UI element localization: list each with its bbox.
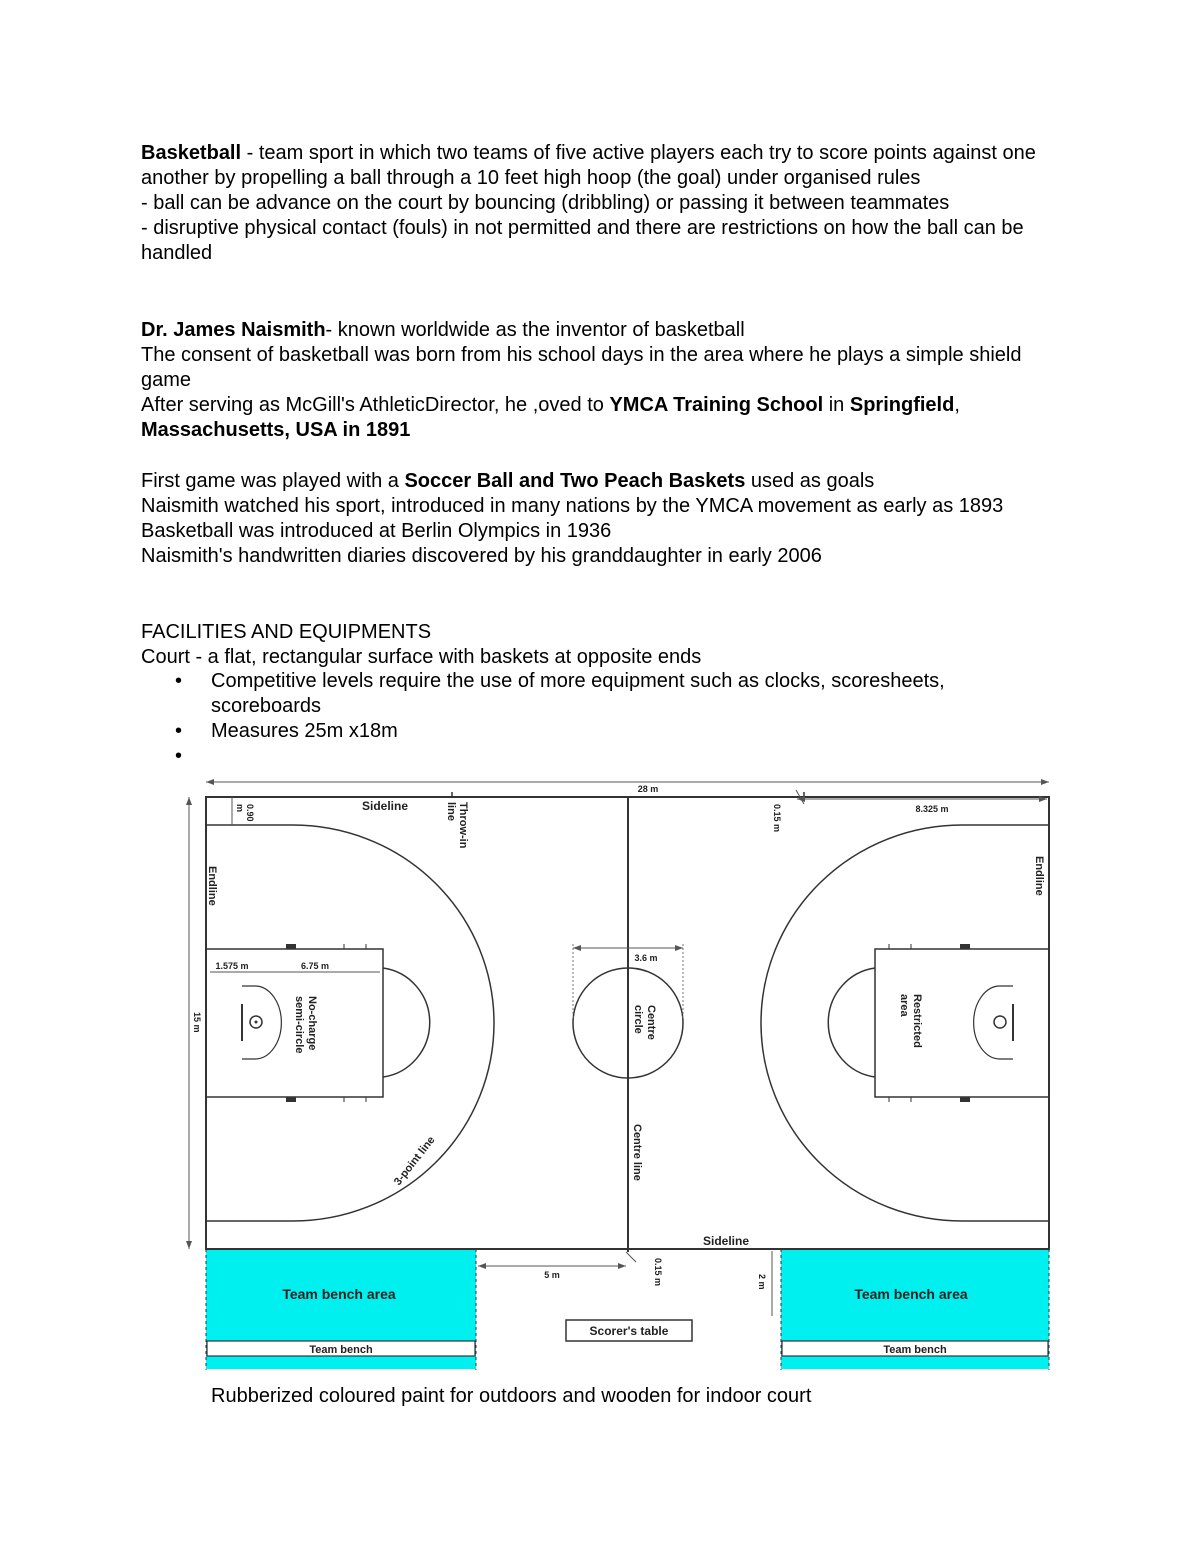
history-text: After serving as McGill's AthleticDirector, he ,oved to bbox=[141, 394, 610, 416]
term-basketball: Basketball bbox=[141, 142, 242, 164]
intro-definition bbox=[141, 141, 1061, 191]
label-throw-in-1: Throw-in bbox=[457, 802, 469, 849]
soccer-ball-text: Soccer Ball and Two Peach Baskets bbox=[404, 470, 746, 492]
diagram-caption: Rubberized coloured paint for outdoors and wooden for indoor court bbox=[211, 1385, 812, 1407]
naismith-desc: - known worldwide as the inventor of basketball bbox=[325, 319, 745, 341]
label-three-point: 3-point line bbox=[391, 1134, 438, 1188]
first-game-line-3: Basketball was introduced at Berlin Olympics in 1936 bbox=[141, 520, 612, 542]
lane-mark bbox=[286, 944, 296, 949]
label-015-top: 0.15 m bbox=[772, 804, 782, 833]
massachusetts-text: Massachusetts, USA in 1891 bbox=[141, 419, 411, 441]
arrow-head-icon bbox=[206, 779, 214, 785]
bullet-icon: • bbox=[175, 720, 183, 742]
history-line-2 bbox=[141, 393, 1061, 443]
arrow-head-icon bbox=[186, 1241, 192, 1249]
label-090 bbox=[235, 804, 255, 822]
bullet-text bbox=[211, 744, 1041, 769]
label-throw-in-2: line bbox=[445, 802, 457, 821]
arrow-head-icon bbox=[573, 945, 581, 951]
label-36: 3.6 m bbox=[634, 953, 658, 963]
three-point-line-left bbox=[206, 825, 494, 1221]
naismith-line bbox=[141, 318, 1061, 343]
facilities-bullet-list bbox=[141, 669, 1041, 769]
label-bench-area-left: Team bench area bbox=[282, 1286, 396, 1302]
naismith-name: Dr. James Naismith bbox=[141, 319, 326, 341]
restricted-area-right bbox=[875, 949, 1049, 1097]
hoop-centre-left bbox=[255, 1021, 258, 1024]
springfield-text: Springfield bbox=[849, 394, 955, 416]
label-bench-right: Team bench bbox=[883, 1344, 947, 1356]
label-sideline-top: Sideline bbox=[361, 799, 409, 813]
basketball-court-diagram bbox=[176, 768, 1066, 1378]
label-endline-left: Endline bbox=[206, 866, 218, 906]
arrow-head-icon bbox=[618, 1263, 626, 1269]
history-text: , bbox=[954, 394, 960, 416]
definition-text: - team sport in which two teams of five active players each try to score points against one another by propelling a ball through a 10 feet high hoop (the goal) under organised rules bbox=[141, 142, 1036, 189]
label-015-bottom: 0.15 m bbox=[653, 1258, 663, 1287]
facilities-heading: FACILITIES AND EQUIPMENTS bbox=[141, 621, 432, 643]
label-2m: 2 m bbox=[757, 1274, 767, 1290]
label-width: 15 m bbox=[192, 1012, 202, 1033]
label-090-b: m bbox=[235, 804, 245, 813]
label-centre-circle-1: Centre bbox=[645, 1005, 657, 1040]
label-centre-line: Centre line bbox=[631, 1124, 643, 1181]
intro-section bbox=[141, 141, 1061, 266]
lane-mark bbox=[960, 944, 970, 949]
label-1575: 1.575 m bbox=[215, 961, 249, 971]
bullet-text: Measures 25m x18m bbox=[211, 720, 398, 742]
label-centre-circle-2: circle bbox=[632, 1005, 644, 1034]
label-8325: 8.325 m bbox=[915, 804, 949, 814]
label-restricted bbox=[898, 994, 923, 1048]
first-game-line bbox=[141, 469, 1061, 494]
bullet-item bbox=[141, 719, 1041, 744]
lane-mark bbox=[286, 1097, 296, 1102]
bullet-item bbox=[141, 669, 1041, 719]
first-game-text: First game was played with a bbox=[141, 470, 405, 492]
label-bench-area-right: Team bench area bbox=[854, 1286, 968, 1302]
history-text: in bbox=[823, 394, 850, 416]
arrow-head-icon bbox=[478, 1263, 486, 1269]
first-game-line-4: Naismith's handwritten diaries discovered by his granddaughter in early 2006 bbox=[141, 545, 822, 567]
label-5m: 5 m bbox=[544, 1270, 560, 1280]
facilities-section bbox=[141, 620, 1061, 670]
label-bench-left: Team bench bbox=[309, 1344, 373, 1356]
label-sideline-bottom: Sideline bbox=[702, 1234, 750, 1248]
arrow-head-icon bbox=[186, 797, 192, 805]
label-no-charge-1: No-charge bbox=[306, 996, 318, 1051]
lane-mark bbox=[960, 1097, 970, 1102]
bullet-text: Competitive levels require the use of more equipment such as clocks, scoresheets, scoreboards bbox=[211, 670, 945, 717]
arrow-head-icon bbox=[675, 945, 683, 951]
label-length: 28 m bbox=[637, 784, 659, 794]
label-throw-in bbox=[445, 802, 469, 849]
first-game-line-2: Naismith watched his sport, introduced in many nations by the YMCA movement as early as 1893 bbox=[141, 495, 1004, 517]
history-section bbox=[141, 318, 1061, 443]
hoop-right bbox=[994, 1016, 1006, 1028]
label-restricted-2: area bbox=[898, 994, 910, 1017]
label-restricted-1: Restricted bbox=[911, 994, 923, 1048]
free-throw-semicircle-left bbox=[383, 968, 430, 1077]
label-090-a: 0.90 bbox=[245, 804, 255, 822]
bullet-icon: • bbox=[175, 670, 183, 692]
history-line-1: The consent of basketball was born from his school days in the area where he plays a simple shield game bbox=[141, 344, 1022, 391]
label-no-charge-2: semi-circle bbox=[293, 996, 305, 1054]
first-game-text: used as goals bbox=[745, 470, 875, 492]
ymca-text: YMCA Training School bbox=[609, 394, 824, 416]
intro-point-2: - disruptive physical contact (fouls) in not permitted and there are restrictions on how the ball can be handled bbox=[141, 217, 1024, 264]
first-game-section bbox=[141, 469, 1061, 569]
bullet-icon: • bbox=[175, 745, 183, 767]
intro-point-1: - ball can be advance on the court by bouncing (dribbling) or passing it between teammates bbox=[141, 192, 950, 214]
label-scorers-table: Scorer's table bbox=[589, 1324, 669, 1338]
label-675: 6.75 m bbox=[300, 961, 330, 971]
free-throw-semicircle-right bbox=[828, 968, 875, 1077]
label-endline-right: Endline bbox=[1033, 856, 1045, 896]
court-description: Court - a flat, rectangular surface with baskets at opposite ends bbox=[141, 646, 702, 668]
dimension-line-015-bottom bbox=[626, 1252, 636, 1262]
bullet-item bbox=[141, 744, 1041, 769]
label-centre-circle bbox=[632, 1005, 657, 1040]
arrow-head-icon bbox=[1041, 779, 1049, 785]
label-no-charge bbox=[293, 996, 318, 1053]
